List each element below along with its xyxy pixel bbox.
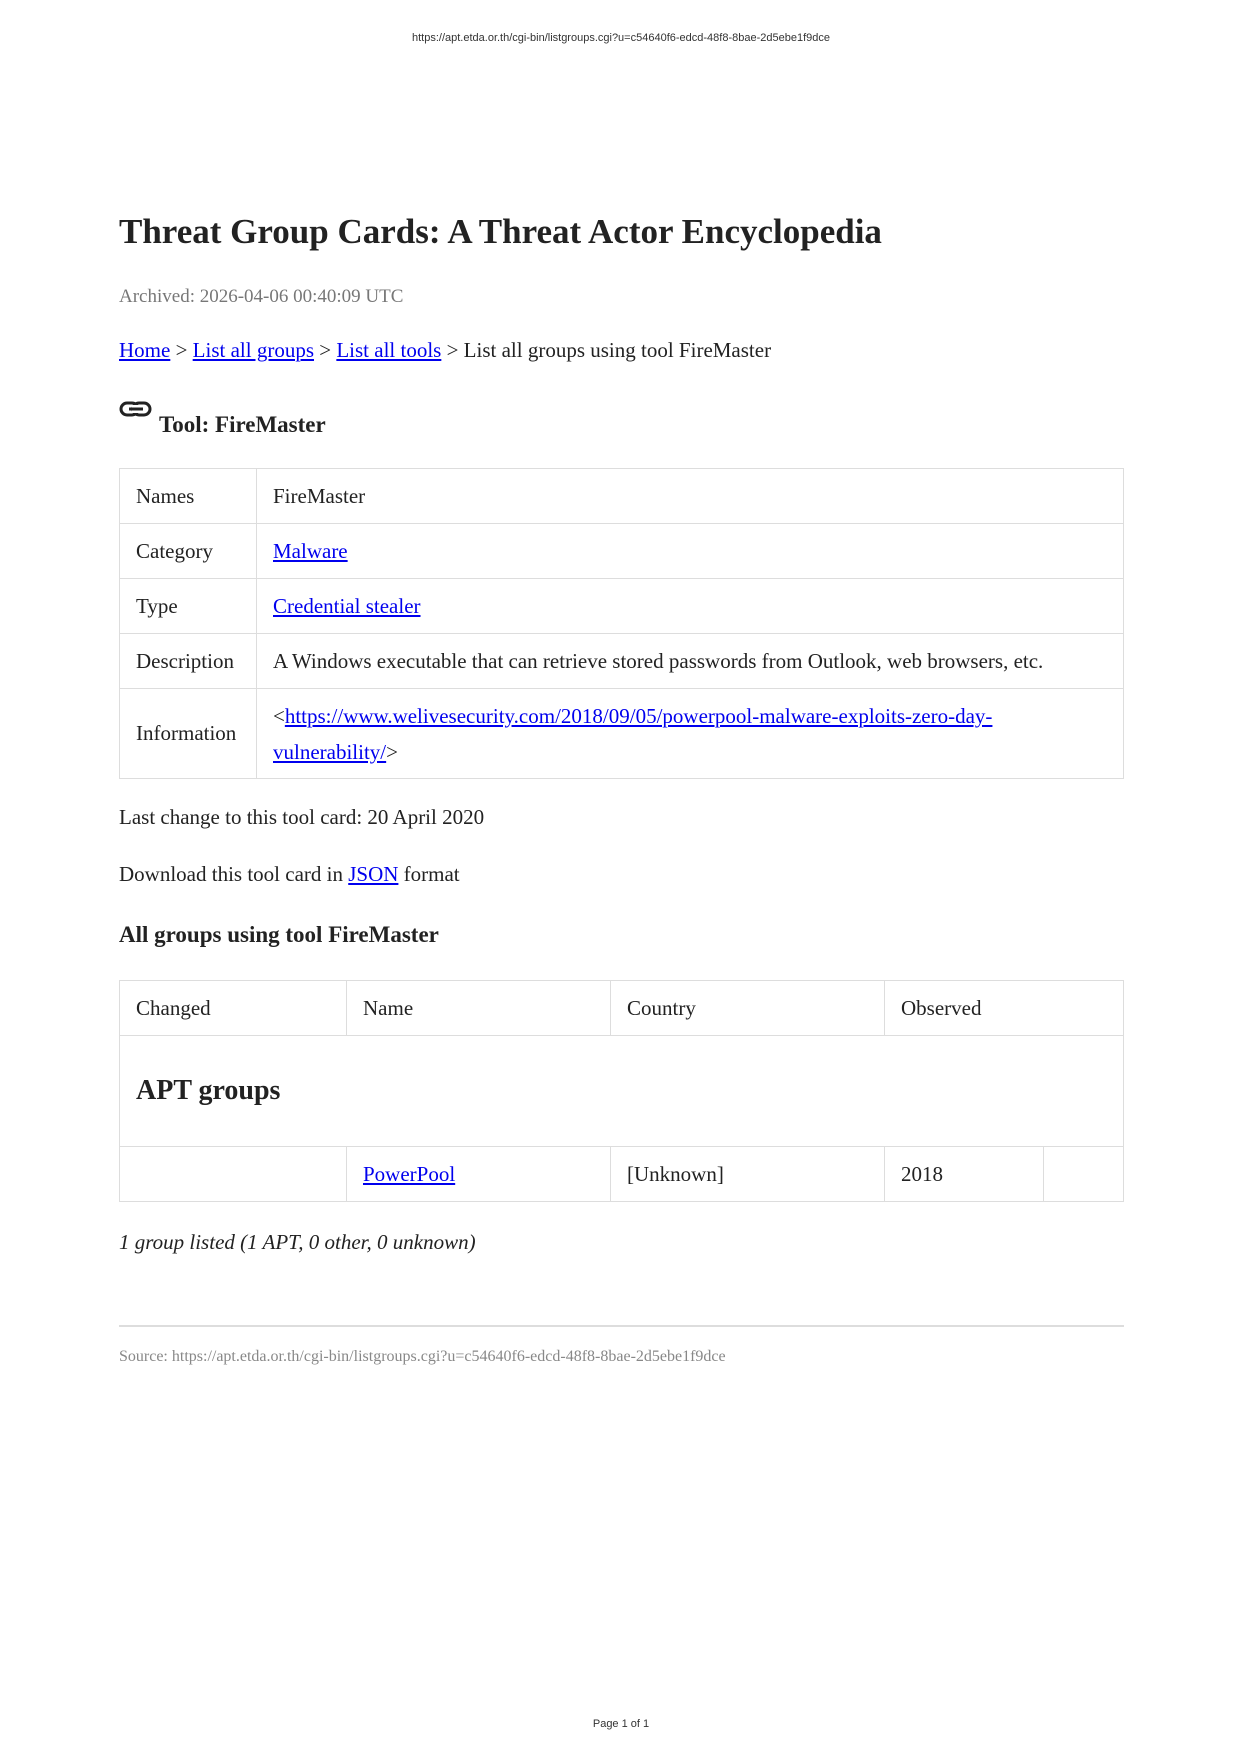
table-header-row	[120, 981, 1124, 1036]
breadcrumb-separator: >	[314, 338, 337, 362]
observed-cell: 2018	[885, 1147, 1044, 1202]
table-row	[120, 689, 1124, 779]
last-change-text: Last change to this tool card: 20 April 2020	[119, 805, 485, 829]
name-cell	[347, 1147, 611, 1202]
changed-cell	[120, 1147, 347, 1202]
table-row	[120, 469, 1124, 524]
source-url: Source: https://apt.etda.or.th/cgi-bin/listgroups.cgi?u=c54640f6-edcd-48f8-8bae-2d5ebe1f9dce	[119, 1348, 726, 1365]
groups-heading: All groups using tool FireMaster	[119, 922, 439, 947]
print-header-url: https://apt.etda.or.th/cgi-bin/listgroups.cgi?u=c54640f6-edcd-48f8-8bae-2d5ebe1f9dce	[412, 32, 830, 44]
groups-summary: 1 group listed (1 APT, 0 other, 0 unknown)	[119, 1230, 476, 1254]
type-label: Type	[120, 579, 257, 634]
description-label: Description	[120, 634, 257, 689]
breadcrumb	[119, 338, 771, 363]
table-row	[120, 1147, 1124, 1202]
information-link-line2: vulnerability/	[273, 739, 387, 764]
tool-heading	[119, 398, 326, 438]
description-value: A Windows executable that can retrieve stored passwords from Outlook, web browsers, etc.	[257, 634, 1124, 689]
apt-groups-section-title: APT groups	[120, 1036, 1124, 1147]
breadcrumb-current: > List all groups using tool FireMaster	[441, 338, 772, 362]
breadcrumb-groups-link[interactable]: List all groups	[192, 338, 314, 362]
category-value-cell	[257, 524, 1124, 579]
country-cell: [Unknown]	[611, 1147, 885, 1202]
download-line	[119, 862, 460, 887]
breadcrumb-separator: >	[170, 338, 193, 362]
type-value-cell	[257, 579, 1124, 634]
page-number: Page 1 of 1	[592, 1718, 650, 1730]
group-link-powerpool[interactable]: PowerPool	[363, 1161, 456, 1186]
table-row	[120, 634, 1124, 689]
column-header-changed: Changed	[120, 981, 347, 1036]
information-bracket-open: <	[273, 703, 285, 728]
names-value: FireMaster	[257, 469, 1124, 524]
information-label: Information	[120, 689, 257, 779]
information-link-line1: https://www.welivesecurity.com/2018/09/05/powerpool-malware-exploits-zero-day-	[284, 703, 993, 728]
names-label: Names	[120, 469, 257, 524]
table-row	[120, 579, 1124, 634]
column-header-observed: Observed	[885, 981, 1124, 1036]
json-download-link[interactable]: JSON	[348, 862, 399, 886]
information-link[interactable]	[273, 704, 992, 764]
tool-info-table	[119, 468, 1124, 779]
column-header-country: Country	[611, 981, 885, 1036]
information-value-cell	[257, 689, 1124, 779]
breadcrumb-tools-link[interactable]: List all tools	[336, 338, 442, 362]
table-row	[120, 524, 1124, 579]
type-link[interactable]: Credential stealer	[273, 593, 421, 618]
extra-cell	[1044, 1147, 1124, 1202]
archived-timestamp: Archived: 2026-04-06 00:40:09 UTC	[119, 286, 404, 307]
link-icon	[119, 400, 153, 422]
breadcrumb-home-link[interactable]: Home	[119, 338, 171, 362]
category-link[interactable]: Malware	[273, 538, 348, 563]
section-row	[120, 1036, 1124, 1147]
download-prefix: Download this tool card in	[119, 862, 349, 886]
page-title: Threat Group Cards: A Threat Actor Encyclopedia	[119, 212, 882, 251]
column-header-name: Name	[347, 981, 611, 1036]
tool-heading-text: Tool: FireMaster	[159, 412, 326, 437]
information-bracket-close: >	[386, 739, 398, 764]
download-suffix: format	[398, 862, 460, 886]
groups-table	[119, 980, 1124, 1202]
footer-divider	[119, 1325, 1124, 1327]
category-label: Category	[120, 524, 257, 579]
